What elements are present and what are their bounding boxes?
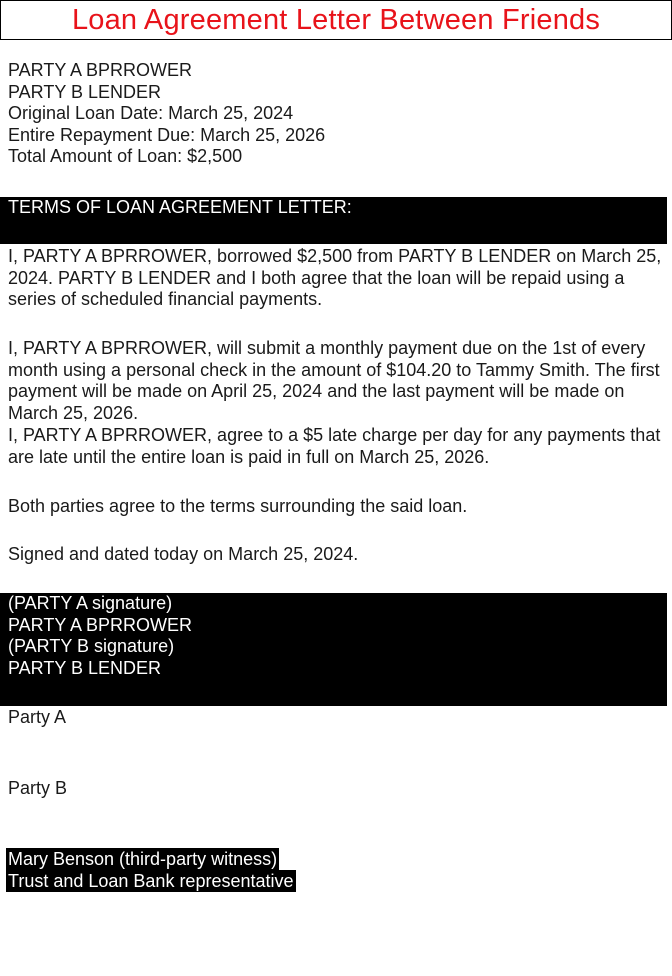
paragraph-4: Both parties agree to the terms surrounding the said loan.	[8, 496, 468, 516]
party-a-label: Party A	[8, 707, 67, 727]
total-amount: Total Amount of Loan: $2,500	[8, 146, 243, 167]
witness-role: Trust and Loan Bank representative	[8, 871, 294, 891]
page-title: Loan Agreement Letter Between Friends	[71, 4, 601, 36]
party-a-line: PARTY A BPRROWER	[8, 60, 193, 80]
repayment-due: Entire Repayment Due: March 25, 2026	[8, 124, 326, 145]
paragraph-1: I, PARTY A BPRROWER, borrowed $2,500 from PARTY B LENDER on March 25, 2024. PARTY B LENDER and I both agree that the loan will be repaid using a series of scheduled financial payments.	[8, 246, 662, 310]
signature-lines	[8, 593, 192, 679]
original-loan-date: Original Loan Date: March 25, 2024	[8, 103, 294, 124]
header-info	[8, 60, 325, 168]
title-box	[0, 0, 672, 40]
terms-heading: TERMS OF LOAN AGREEMENT LETTER:	[8, 197, 352, 217]
signature-block	[0, 593, 667, 706]
party-a-signature: (PARTY A signature)	[8, 593, 173, 613]
party-b-signature: (PARTY B signature)	[8, 636, 175, 657]
party-b-line: PARTY B LENDER	[8, 81, 162, 102]
party-a-name: PARTY A BPRROWER	[8, 614, 193, 635]
paragraph-5: Signed and dated today on March 25, 2024.	[8, 544, 359, 564]
party-b-label: Party B	[8, 778, 68, 798]
paragraph-3: I, PARTY A BPRROWER, agree to a $5 late charge per day for any payments that are late until the entire loan is paid in full on March 25, 2026.	[8, 425, 661, 467]
terms-heading-bar	[0, 197, 667, 244]
party-b-name: PARTY B LENDER	[8, 657, 162, 678]
paragraph-2: I, PARTY A BPRROWER, will submit a monthly payment due on the 1st of every month using a personal check in the amount of $104.20 to Tammy Smith. The first payment will be made on April 25, 2024 and the last payment will be made on March 25, 2026.	[8, 338, 660, 423]
witness-name: Mary Benson (third-party witness)	[8, 849, 278, 869]
